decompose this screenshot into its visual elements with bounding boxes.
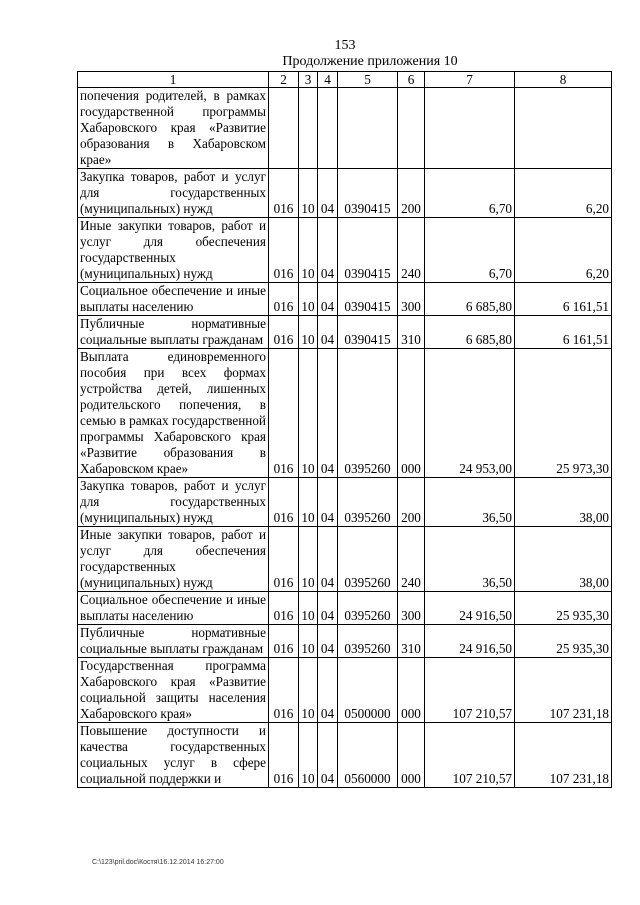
cell-target-article: 0390415	[338, 169, 398, 218]
cell-amount-year1: 6 685,80	[425, 283, 515, 316]
row-name: Закупка товаров, работ и услуг для государственных (муниципальных) нужд	[78, 478, 269, 527]
cell-section: 10	[299, 169, 318, 218]
cell-target-article: 0390415	[338, 316, 398, 349]
cell-expense-type: 240	[398, 218, 425, 283]
cell-subsection: 04	[318, 218, 338, 283]
cell-target-article: 0390415	[338, 283, 398, 316]
cell-section	[299, 88, 318, 169]
row-name: Иные закупки товаров, работ и услуг для обеспечения государственных (муниципальных) нужд	[78, 527, 269, 592]
cell-ministry: 016	[269, 316, 299, 349]
cell-amount-year2: 25 973,30	[515, 349, 612, 478]
cell-section: 10	[299, 316, 318, 349]
cell-target-article: 0395260	[338, 349, 398, 478]
cell-amount-year1: 107 210,57	[425, 723, 515, 788]
cell-amount-year2: 25 935,30	[515, 625, 612, 658]
cell-amount-year2	[515, 88, 612, 169]
table-row	[78, 478, 612, 527]
row-name: Публичные нормативные социальные выплаты гражданам	[78, 625, 269, 658]
row-name: попечения родителей, в рамках государственной программы Хабаровского края «Развитие образования в Хабаровском крае»	[78, 88, 269, 169]
cell-subsection: 04	[318, 316, 338, 349]
cell-subsection	[318, 88, 338, 169]
cell-amount-year2: 6,20	[515, 218, 612, 283]
cell-expense-type: 200	[398, 169, 425, 218]
cell-amount-year2: 25 935,30	[515, 592, 612, 625]
row-name: Публичные нормативные социальные выплаты гражданам	[78, 316, 269, 349]
cell-subsection: 04	[318, 478, 338, 527]
cell-subsection: 04	[318, 592, 338, 625]
cell-target-article: 0395260	[338, 625, 398, 658]
cell-section: 10	[299, 658, 318, 723]
cell-ministry: 016	[269, 218, 299, 283]
row-name: Иные закупки товаров, работ и услуг для обеспечения государственных (муниципальных) нужд	[78, 218, 269, 283]
cell-amount-year1: 6,70	[425, 169, 515, 218]
cell-expense-type: 000	[398, 658, 425, 723]
cell-expense-type: 310	[398, 625, 425, 658]
cell-subsection: 04	[318, 658, 338, 723]
cell-amount-year1: 6 685,80	[425, 316, 515, 349]
table-row	[78, 527, 612, 592]
cell-section: 10	[299, 625, 318, 658]
header-col-7: 7	[425, 72, 515, 88]
cell-ministry: 016	[269, 283, 299, 316]
cell-ministry: 016	[269, 169, 299, 218]
table-row	[78, 658, 612, 723]
cell-expense-type: 300	[398, 283, 425, 316]
cell-amount-year2: 6,20	[515, 169, 612, 218]
header-col-8: 8	[515, 72, 612, 88]
cell-ministry: 016	[269, 478, 299, 527]
cell-subsection: 04	[318, 169, 338, 218]
cell-section: 10	[299, 218, 318, 283]
header-col-4: 4	[318, 72, 338, 88]
cell-ministry	[269, 88, 299, 169]
header-col-6: 6	[398, 72, 425, 88]
cell-target-article: 0395260	[338, 592, 398, 625]
cell-subsection: 04	[318, 625, 338, 658]
row-name: Социальное обеспечение и иные выплаты населению	[78, 283, 269, 316]
row-name: Повышение доступности и качества государственных социальных услуг в сфере социальной поддержки и	[78, 723, 269, 788]
cell-target-article: 0500000	[338, 658, 398, 723]
cell-amount-year1: 107 210,57	[425, 658, 515, 723]
cell-target-article: 0560000	[338, 723, 398, 788]
cell-ministry: 016	[269, 349, 299, 478]
cell-amount-year2: 107 231,18	[515, 658, 612, 723]
cell-amount-year2: 6 161,51	[515, 283, 612, 316]
cell-amount-year1: 36,50	[425, 527, 515, 592]
cell-section: 10	[299, 283, 318, 316]
cell-section: 10	[299, 349, 318, 478]
header-col-5: 5	[338, 72, 398, 88]
table-row	[78, 349, 612, 478]
cell-section: 10	[299, 723, 318, 788]
cell-amount-year1	[425, 88, 515, 169]
row-name: Государственная программа Хабаровского края «Развитие социальной защиты населения Хабаровского края»	[78, 658, 269, 723]
row-name: Социальное обеспечение и иные выплаты населению	[78, 592, 269, 625]
table-row	[78, 592, 612, 625]
table-row	[78, 283, 612, 316]
header-row	[78, 72, 612, 88]
cell-section: 10	[299, 478, 318, 527]
cell-ministry: 016	[269, 592, 299, 625]
cell-ministry: 016	[269, 658, 299, 723]
cell-ministry: 016	[269, 625, 299, 658]
cell-subsection: 04	[318, 527, 338, 592]
cell-amount-year1: 24 916,50	[425, 625, 515, 658]
cell-amount-year1: 24 953,00	[425, 349, 515, 478]
cell-subsection: 04	[318, 349, 338, 478]
row-name: Закупка товаров, работ и услуг для государственных (муниципальных) нужд	[78, 169, 269, 218]
table-row	[78, 169, 612, 218]
cell-target-article: 0395260	[338, 527, 398, 592]
header-col-3: 3	[299, 72, 318, 88]
table-row	[78, 723, 612, 788]
footer-file-path: C:\123\pril.doc\Костя\16.12.2014 16:27:00	[92, 859, 224, 866]
cell-amount-year2: 6 161,51	[515, 316, 612, 349]
page-number: 153	[334, 38, 356, 53]
cell-amount-year1: 6,70	[425, 218, 515, 283]
cell-expense-type: 000	[398, 723, 425, 788]
cell-ministry: 016	[269, 527, 299, 592]
cell-amount-year2: 38,00	[515, 478, 612, 527]
budget-table	[77, 71, 612, 788]
row-name: Выплата единовременного пособия при всех формах устройства детей, лишенных родительского попечения, в семью в рамках государственной программы Хабаровского края «Развитие образования в Хабаровском крае»	[78, 349, 269, 478]
header-col-1: 1	[78, 72, 269, 88]
cell-section: 10	[299, 527, 318, 592]
cell-amount-year2: 38,00	[515, 527, 612, 592]
cell-expense-type: 240	[398, 527, 425, 592]
table-row	[78, 625, 612, 658]
table-row	[78, 316, 612, 349]
cell-target-article	[338, 88, 398, 169]
cell-expense-type: 310	[398, 316, 425, 349]
cell-section: 10	[299, 592, 318, 625]
appendix-title: Продолжение приложения 10	[282, 54, 458, 69]
cell-amount-year1: 36,50	[425, 478, 515, 527]
cell-ministry: 016	[269, 723, 299, 788]
cell-subsection: 04	[318, 723, 338, 788]
cell-amount-year1: 24 916,50	[425, 592, 515, 625]
cell-subsection: 04	[318, 283, 338, 316]
cell-target-article: 0395260	[338, 478, 398, 527]
cell-amount-year2: 107 231,18	[515, 723, 612, 788]
cell-expense-type	[398, 88, 425, 169]
table-row	[78, 88, 612, 169]
header-col-2: 2	[269, 72, 299, 88]
table-row	[78, 218, 612, 283]
cell-expense-type: 200	[398, 478, 425, 527]
cell-expense-type: 300	[398, 592, 425, 625]
cell-target-article: 0390415	[338, 218, 398, 283]
cell-expense-type: 000	[398, 349, 425, 478]
